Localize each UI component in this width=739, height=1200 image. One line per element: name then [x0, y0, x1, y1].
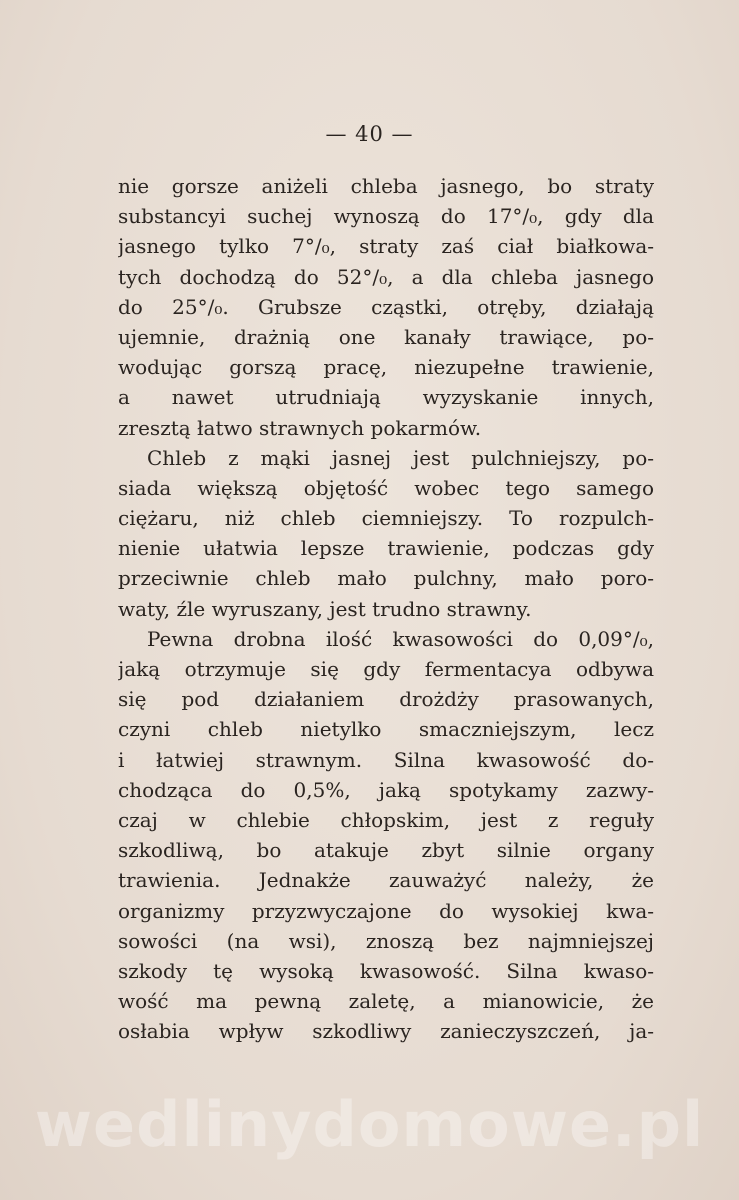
text-line: przeciwnie chleb mało pulchny, mało poro-: [118, 566, 654, 591]
text-line: jasnego tylko 7°/₀, straty zaś ciał białkowa-: [118, 234, 654, 259]
text-line: zresztą łatwo strawnych pokarmów.: [118, 415, 482, 440]
text-line: czaj w chlebie chłopskim, jest z reguły: [118, 807, 654, 832]
text-line: substancyi suchej wynoszą do 17°/₀, gdy dla: [118, 204, 654, 229]
text-line: szkody tę wysoką kwasowość. Silna kwaso-: [118, 958, 654, 983]
text-line: trawienia. Jednakże zauważyć należy, że: [118, 868, 654, 893]
text-line: a nawet utrudniają wyzyskanie innych,: [118, 385, 654, 410]
text-line: nie gorsze aniżeli chleba jasnego, bo straty: [118, 174, 654, 198]
text-line: wość ma pewną zaletę, a mianowicie, że: [118, 989, 654, 1014]
body-text: [118, 171, 654, 1046]
text-line: sowości (na wsi), znoszą bez najmniejszej: [118, 928, 654, 953]
text-line: Chleb z mąki jasnej jest pulchniejszy, po-: [147, 445, 654, 470]
text-line: nienie ułatwia lepsze trawienie, podczas gdy: [118, 536, 654, 561]
text-line: i łatwiej strawnym. Silna kwasowość do-: [118, 747, 654, 772]
text-line: Pewna drobna ilość kwasowości do 0,09°/₀,: [147, 626, 654, 651]
text-line: do 25°/₀. Grubsze cząstki, otręby, działają: [118, 294, 654, 319]
text-line: ciężaru, niż chleb ciemniejszy. To rozpulch-: [118, 506, 654, 531]
paragraph-2: [118, 443, 654, 624]
text-line: się pod działaniem drożdży prasowanych,: [118, 687, 654, 712]
paragraph-1: [118, 171, 654, 443]
text-line: waty, źle wyruszany, jest trudno strawny.: [118, 596, 532, 621]
paragraph-3: [118, 624, 654, 1047]
text-line: osłabia wpływ szkodliwy zanieczyszczeń, ja-: [118, 1019, 654, 1044]
text-line: czyni chleb nietylko smaczniejszym, lecz: [118, 717, 654, 742]
page-number: — 40 —: [325, 122, 414, 146]
text-line: siada większą objętość wobec tego samego: [118, 475, 654, 500]
text-line: jaką otrzymuje się gdy fermentacya odbywa: [118, 657, 654, 681]
text-line: chodząca do 0,5%, jaką spotykamy zazwy-: [118, 777, 654, 802]
text-line: szkodliwą, bo atakuje zbyt silnie organy: [118, 838, 654, 863]
watermark: wedlinydomowe.pl: [34, 1088, 705, 1161]
text-line: tych dochodzą do 52°/₀, a dla chleba jasnego: [118, 264, 654, 289]
text-line: organizmy przyzwyczajone do wysokiej kwa-: [118, 898, 654, 923]
text-line: wodując gorszą pracę, niezupełne trawienie,: [118, 355, 654, 380]
text-line: ujemnie, drażnią one kanały trawiące, po-: [118, 324, 654, 349]
